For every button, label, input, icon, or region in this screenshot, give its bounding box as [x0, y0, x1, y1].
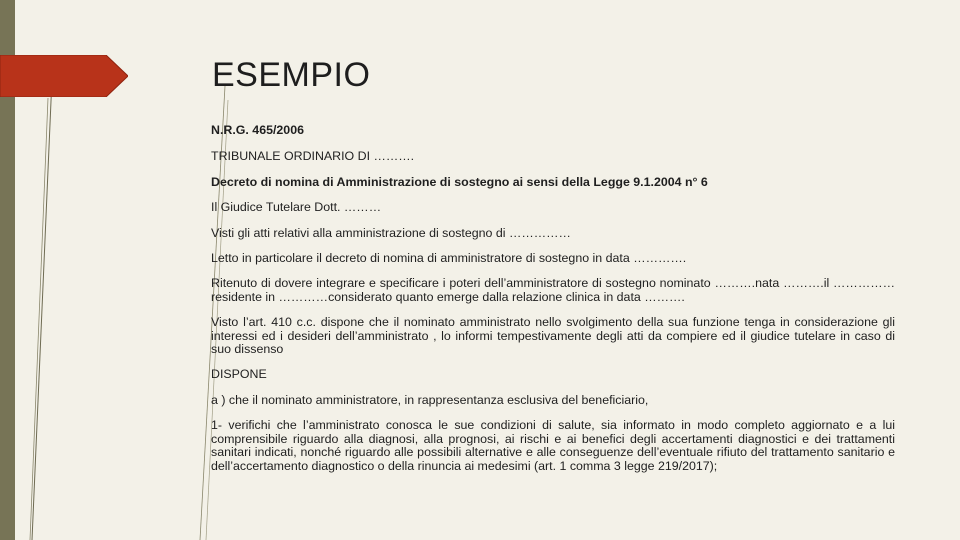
- slide-title: ESEMPIO: [212, 56, 371, 94]
- judge-line: Il Giudice Tutelare Dott. ………: [211, 200, 382, 215]
- seen-paragraph: Visti gli atti relativi alla amministrazione di sostegno di ……………: [211, 225, 571, 240]
- title-accent-tab: [0, 55, 128, 97]
- court-heading: TRIBUNALE ORDINARIO DI ……….: [211, 149, 415, 164]
- clause-1: 1- verifichi che l’amministrato conosca le sue condizioni di salute, sia informato in modo completo aggiornato e a lui comprensibile riguardo alla diagnosi, alla prognosi, ai rischi e ai benefici degli accertamenti diagnostici e dei trattamenti sanitari indicati, nonché riguardo alle possibili alternative e alle conseguenze dell’eventuale rifiuto del trattamento sanitario e dell’accertamento diagnostico o della rinuncia ai medesimi (art. 1 comma 3 legge 219/2017);: [211, 418, 895, 473]
- read-paragraph: Letto in particolare il decreto di nomina di amministratore di sostegno in data ………….: [211, 251, 687, 266]
- case-reference: N.R.G. 465/2006: [211, 123, 304, 137]
- document-body: [211, 124, 895, 485]
- decree-title: Decreto di nomina di Amministrazione di sostegno ai sensi della Legge 9.1.2004 n° 6: [211, 174, 708, 189]
- considered-paragraph: Ritenuto di dovere integrare e specificare i poteri dell’amministratore di sostegno nominato ……….nata ……….il ……………residente in …………considerato quanto emerge dalla relazione clinica in data ……….: [211, 276, 895, 304]
- clause-a: a ) che il nominato amministratore, in rappresentanza esclusiva del beneficiario,: [211, 392, 649, 407]
- orders-heading: DISPONE: [211, 367, 267, 382]
- article-paragraph: Visto l’art. 410 c.c. dispone che il nominato amministrato nello svolgimento della sua funzione tenga in considerazione gli interessi ed i desideri dell’amministrato , lo informi tempestivamente degli atti da compiere ed il giudice tutelare in caso di suo dissenso: [211, 315, 895, 357]
